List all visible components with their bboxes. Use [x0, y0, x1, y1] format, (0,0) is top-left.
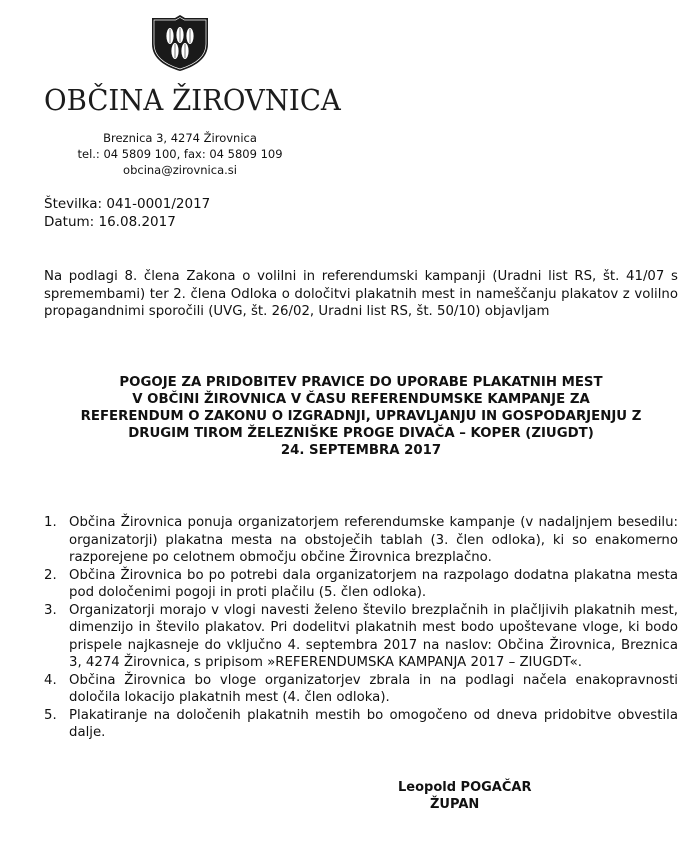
item-text: Občina Žirovnica ponuja organizatorjem referendumske kampanje (v nadaljnjem besedilu: organizatorji) plakatna mesta na obstoječih tablah (3. člen odloka), ki so enakomerno razporejene po celotnem območju občine Žirovnica brezplačno.: [69, 515, 678, 565]
item-number: 1.: [44, 515, 57, 530]
document-title: [44, 374, 678, 459]
municipality-name: OBČINA ŽIROVNICA: [44, 83, 341, 117]
list-item: [44, 602, 678, 672]
item-number: 3.: [44, 602, 57, 618]
list-item: [44, 514, 678, 567]
item-text: Plakatiranje na določenih plakatnih mestih bo omogočeno od dneva pridobitve obvestila dalje.: [69, 707, 678, 740]
phone-fax: tel.: 04 5809 100, fax: 04 5809 109: [77, 147, 283, 161]
title-line: POGOJE ZA PRIDOBITEV PRAVICE DO UPORABE PLAKATNIH MEST: [119, 375, 603, 390]
coat-of-arms-icon: [150, 14, 210, 72]
list-item: [44, 567, 678, 602]
item-text: Občina Žirovnica bo vloge organizatorjev zbrala in na podlagi načela enakopravnosti določila lokacijo plakatnih mest (4. člen odloka).: [69, 672, 678, 705]
title-line: REFERENDUM O ZAKONU O IZGRADNJI, UPRAVLJANJU IN GOSPODARJENJU Z: [80, 409, 642, 424]
title-line: 24. SEPTEMBRA 2017: [280, 443, 442, 458]
signatory-name: Leopold POGAČAR: [398, 780, 532, 795]
title-line: DRUGIM TIROM ŽELEZNIŠKE PROGE DIVAČA – KOPER (ZIUGDT): [128, 426, 594, 441]
item-number: 4.: [44, 672, 57, 688]
title-line: V OBČINI ŽIROVNICA V ČASU REFERENDUMSKE KAMPANJE ZA: [132, 392, 590, 407]
email: obcina@zirovnica.si: [123, 163, 237, 177]
item-number: 2.: [44, 567, 57, 583]
signatory-role: ŽUPAN: [430, 797, 480, 812]
reference-block: [44, 195, 210, 231]
signature-block: [398, 779, 531, 813]
list-item: [44, 672, 678, 707]
item-number: 5.: [44, 707, 57, 723]
list-item: [44, 707, 678, 742]
item-text: Občina Žirovnica bo po potrebi dala organizatorjem na razpolago dodatna plakatna mesta pod določenimi pogoji in proti plačilu (5. člen odloka).: [69, 567, 678, 600]
address-block: [60, 130, 300, 178]
street-address: Breznica 3, 4274 Žirovnica: [103, 131, 257, 145]
document-date: Datum: 16.08.2017: [44, 214, 176, 230]
item-text: Organizatorji morajo v vlogi navesti želeno število brezplačnih in plačljivih plakatnih mest, dimenzijo in število plakatov. Pri dodelitvi plakatnih mest bodo upoštevane vloge, ki bodo prispele najkasneje do vključno 4. septembra 2017 na naslov: Občina Žirovnica, Breznica 3, 4274 Žirovnica, s pripisom »REFERENDUMSKA KAMPANJA 2017 – ZIUGDT«.: [69, 602, 678, 670]
conditions-list: [44, 514, 678, 742]
intro-paragraph: Na podlagi 8. člena Zakona o volilni in referendumski kampanji (Uradni list RS, št. 41/07 s spremembami) ter 2. člena Odloka o določitvi plakatnih mest in nameščanju plakatov z volilno propagandnimi sporočili (UVG, št. 26/02, Uradni list RS, št. 50/10) objavljam: [44, 269, 678, 319]
document-number: Številka: 041-0001/2017: [44, 196, 211, 212]
